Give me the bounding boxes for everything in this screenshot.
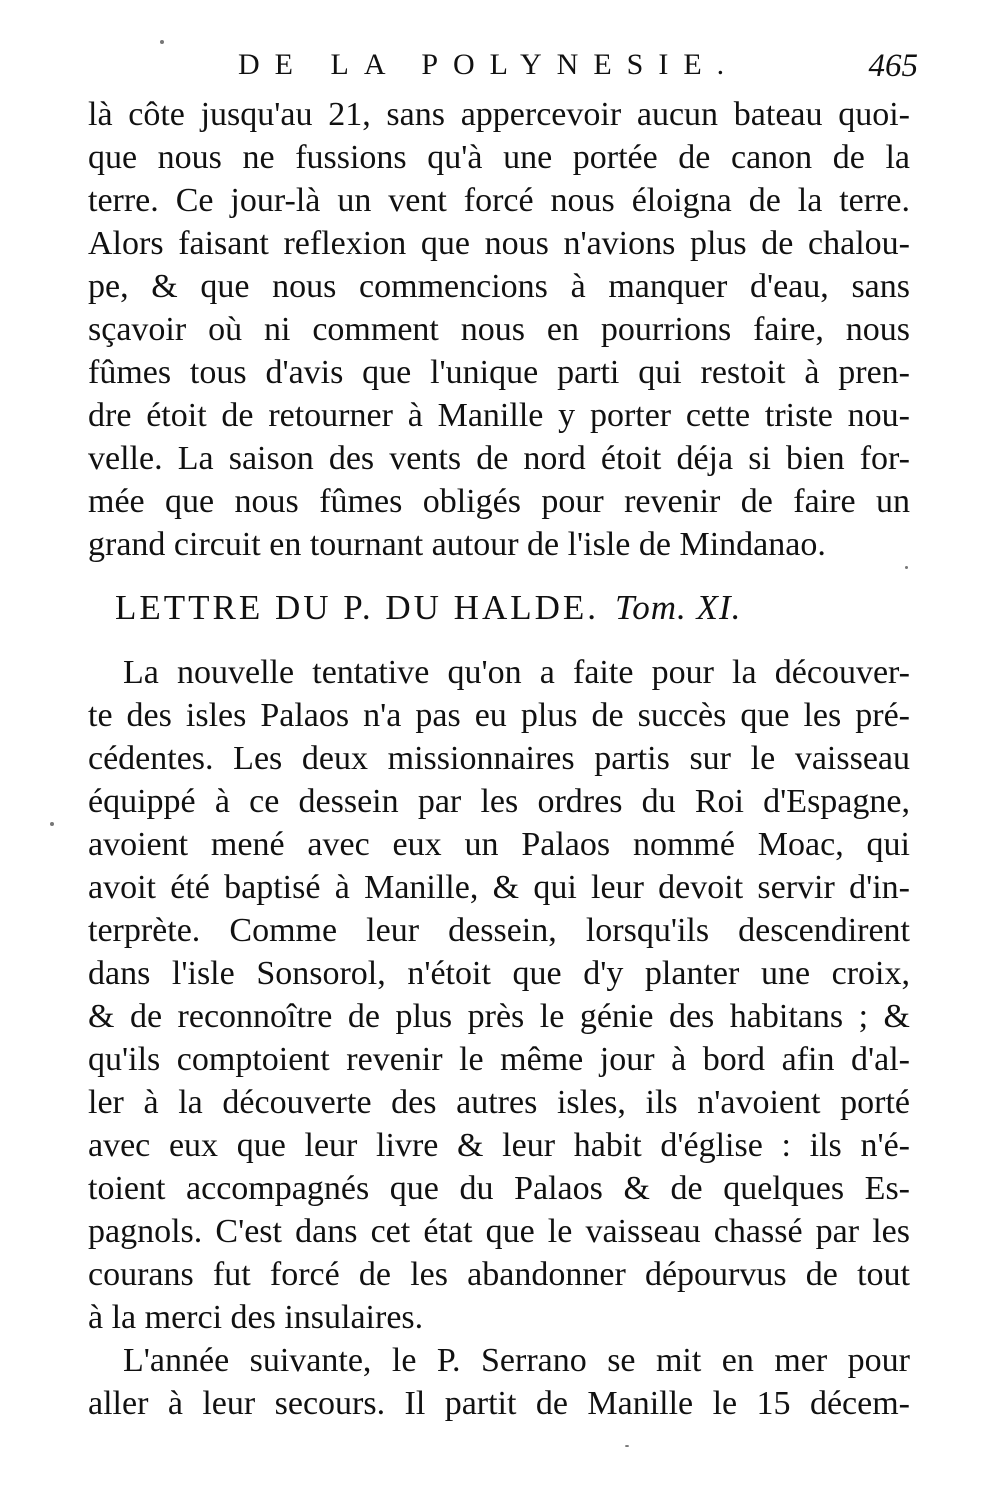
- ink-speck: [50, 822, 54, 826]
- letter-heading-title: LETTRE DU P. DU HALDE.: [115, 588, 600, 627]
- ink-speck: [905, 566, 908, 569]
- text-line: mée que nous fûmes obligés pour revenir de faire un: [88, 483, 910, 520]
- text-line: Alors faisant reflexion que nous n'avions plus de chalou-: [88, 225, 910, 262]
- text-line: La nouvelle tentative qu'on a faite pour la découver-: [123, 654, 910, 691]
- ink-speck: [625, 1445, 629, 1447]
- text-line: ler à la découverte des autres isles, ils n'avoient porté: [88, 1084, 910, 1121]
- text-line: que nous ne fussions qu'à une portée de canon de la: [88, 139, 910, 176]
- text-line: aller à leur secours. Il partit de Manille le 15 décem-: [88, 1385, 910, 1422]
- text-line: courans fut forcé de les abandonner dépourvus de tout: [88, 1256, 910, 1293]
- text-line: terre. Ce jour-là un vent forcé nous éloigna de la terre.: [88, 182, 910, 219]
- text-line: équippé à ce dessein par les ordres du Roi d'Espagne,: [88, 783, 910, 820]
- text-line: sçavoir où ni comment nous en pourrions faire, nous: [88, 311, 910, 348]
- text-line: terprète. Comme leur dessein, lorsqu'ils descendirent: [88, 912, 910, 949]
- text-line: pe, & que nous commencions à manquer d'eau, sans: [88, 268, 910, 305]
- running-head: [88, 48, 918, 88]
- text-line: te des isles Palaos n'a pas eu plus de succès que les pré-: [88, 697, 910, 734]
- text-line: toient accompagnés que du Palaos & de quelques Es-: [88, 1170, 910, 1207]
- running-title: DE LA POLYNESIE.: [238, 48, 740, 81]
- text-line: dre étoit de retourner à Manille y porter cette triste nou-: [88, 397, 910, 434]
- text-line: avoit été baptisé à Manille, & qui leur devoit servir d'in-: [88, 869, 910, 906]
- letter-heading-tome: Tom. XI.: [615, 588, 742, 627]
- page-number: 465: [868, 48, 918, 84]
- text-line: là côte jusqu'au 21, sans appercevoir aucun bateau quoi-: [88, 96, 910, 133]
- text-line: grand circuit en tournant autour de l'isle de Mindanao.: [88, 526, 826, 563]
- text-line: qu'ils comptoient revenir le même jour à bord afin d'al-: [88, 1041, 910, 1078]
- text-line: L'année suivante, le P. Serrano se mit en mer pour: [123, 1342, 910, 1379]
- text-line: dans l'isle Sonsorol, n'étoit que d'y planter une croix,: [88, 955, 910, 992]
- text-line: pagnols. C'est dans cet état que le vaisseau chassé par les: [88, 1213, 910, 1250]
- text-line: avoient mené avec eux un Palaos nommé Moac, qui: [88, 826, 910, 863]
- text-line: fûmes tous d'avis que l'unique parti qui restoit à pren-: [88, 354, 910, 391]
- ink-speck: [160, 40, 164, 44]
- text-line: & de reconnoître de plus près le génie des habitans ; &: [88, 998, 910, 1035]
- text-line: avec eux que leur livre & leur habit d'église : ils n'é-: [88, 1127, 910, 1164]
- letter-heading: [115, 586, 885, 630]
- text-line: à la merci des insulaires.: [88, 1299, 424, 1336]
- text-line: velle. La saison des vents de nord étoit déja si bien for-: [88, 440, 910, 477]
- text-line: cédentes. Les deux missionnaires partis sur le vaisseau: [88, 740, 910, 777]
